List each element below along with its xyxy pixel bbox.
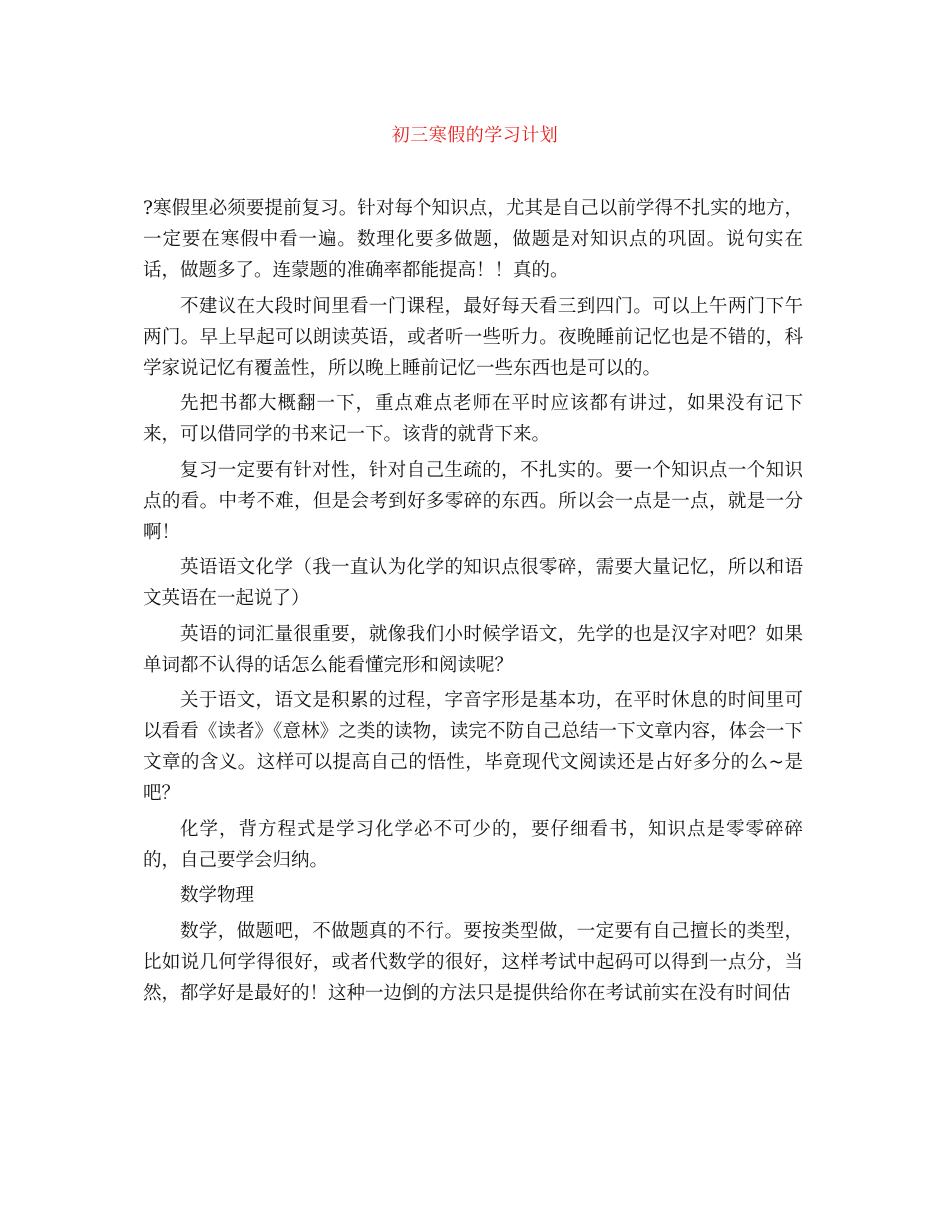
paragraph-chemistry: 化学，背方程式是学习化学必不可少的，要仔细看书，知识点是零零碎碎的，自己要学会归纳。 [143,818,803,871]
paragraph-intro: ?寒假里必须要提前复习。针对每个知识点，尤其是自己以前学得不扎实的地方，一定要在寒假中看一遍。数理化要多做题，做题是对知识点的巩固。说句实在话，做题多了。连蒙题的准确率都能提高！！真的。 [143,198,803,281]
paragraph-math-physics-heading: 数学物理 [180,885,255,906]
paragraph-chinese: 关于语文，语文是积累的过程，字音字形是基本功，在平时休息的时间里可以看看《读者》《意林》之类的读物，读完不防自己总结一下文章内容，体会一下文章的含义。这样可以提高自己的悟性，毕竟现代文阅读还是占好多分的么~是吧？ [143,690,803,804]
paragraph-math: 数学，做题吧，不做题真的不行。要按类型做，一定要有自己擅长的类型，比如说几何学得很好，或者代数学的很好，这样考试中起码可以得到一点分，当然，都学好是最好的！这种一边倒的方法只是提供给你在考试前实在没有时间估 [143,920,803,1004]
paragraph-review-books: 先把书都大概翻一下，重点难点老师在平时应该都有讲过，如果没有记下来，可以借同学的书来记一下。该背的就背下来。 [143,393,803,445]
document-title: 初三寒假的学习计划 [391,125,559,146]
paragraph-targeted-review: 复习一定要有针对性，针对自己生疏的，不扎实的。要一个知识点一个知识点的看。中考不难，但是会考到好多零碎的东西。所以会一点是一点，就是一分啊！ [143,459,803,543]
document-body [143,193,803,1013]
paragraph-english-chinese-chemistry: 英语语文化学（我一直认为化学的知识点很零碎，需要大量记忆，所以和语文英语在一起说了） [143,557,803,609]
paragraph-schedule: 不建议在大段时间里看一门课程，最好每天看三到四门。可以上午两门下午两门。早上早起可以朗读英语，或者听一些听力。夜晚睡前记忆也是不错的，科学家说记忆有覆盖性，所以晚上睡前记忆一些东西也是可以的。 [143,295,803,379]
paragraph-english: 英语的词汇量很重要，就像我们小时候学语文，先学的也是汉字对吧？如果单词都不认得的话怎么能看懂完形和阅读呢？ [143,623,803,676]
